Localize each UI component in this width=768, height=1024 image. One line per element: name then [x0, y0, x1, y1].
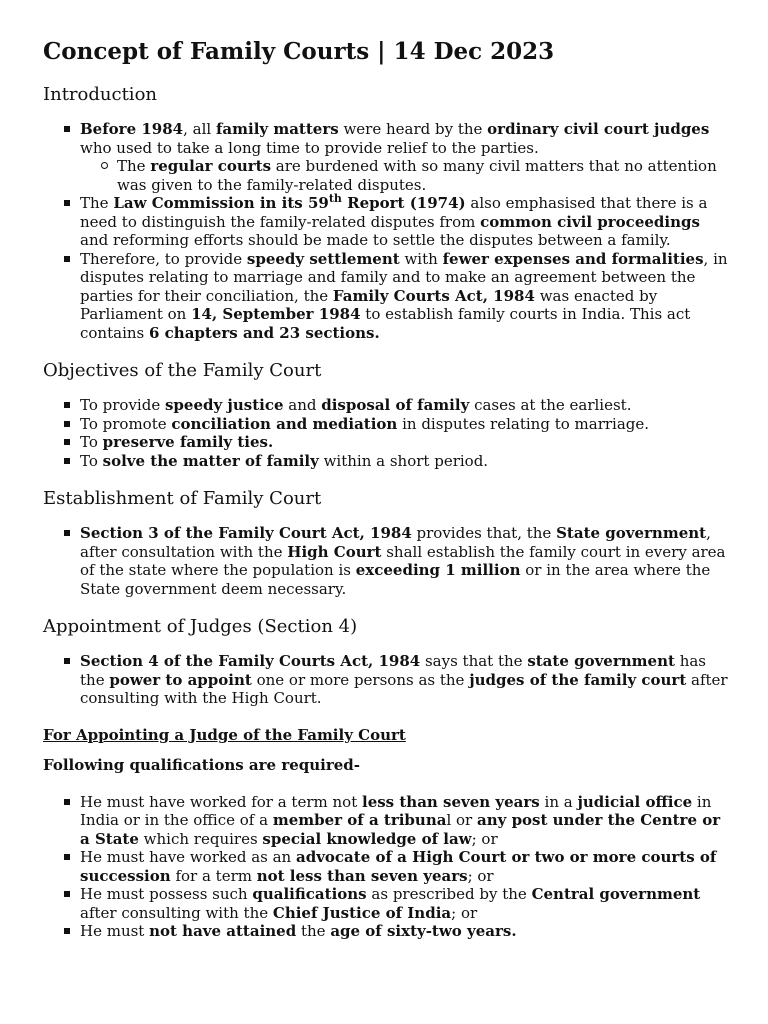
page-title: Concept of Family Courts | 14 Dec 2023 [43, 38, 555, 65]
bold-text: family matters [215, 120, 339, 138]
bold-text: Report (1974) [341, 194, 466, 212]
text-run: for a term [170, 866, 257, 885]
text-run: , after consultation with the [80, 524, 711, 561]
text-run: He must have worked as an [80, 848, 296, 866]
text-run: The [117, 157, 151, 175]
bold-text: High Court [287, 542, 382, 561]
text-run: shall establish the family court in every area of the state where the population is [80, 542, 726, 579]
sub-list-item [117, 157, 728, 194]
text-run: one or more persons as the [251, 670, 470, 689]
bold-text: member of a tribuna [272, 811, 447, 829]
list-item [80, 396, 728, 415]
bold-text: Section 4 of the Family Courts Act, 1984 [80, 652, 421, 670]
list-item [80, 120, 728, 194]
bullet-list [43, 396, 728, 470]
text-run: within a short period. [318, 451, 489, 470]
section-heading: Objectives of the Family Court [43, 360, 322, 381]
text-run: To [80, 433, 103, 451]
bold-text: special knowledge of law [262, 829, 472, 848]
bold-text: judges of the family court [469, 670, 687, 689]
superscript-text: th [328, 192, 342, 205]
bold-text: less than seven years [362, 792, 540, 811]
bold-text: state government [527, 652, 675, 670]
list-item [80, 652, 728, 708]
text-run: , all [183, 120, 216, 138]
text-run: after consulting with the [80, 903, 273, 922]
sub-list [80, 157, 728, 194]
bold-text: Central government [531, 885, 701, 903]
bold-text: State government [556, 524, 707, 542]
subsection-heading: For Appointing a Judge of the Family Court [43, 725, 406, 744]
text-run: To [80, 451, 103, 470]
text-run: are burdened with so many civil matters that no attention was given to the family-related disputes. [117, 157, 717, 194]
text-run: To promote [80, 414, 172, 433]
bold-text: disposal of family [321, 396, 470, 414]
bullet-list [43, 524, 728, 598]
text-run: were heard by the [338, 120, 488, 138]
list-item [80, 250, 728, 343]
section-heading: Introduction [43, 84, 157, 105]
bullet-list [43, 120, 728, 342]
bold-text: qualifications [252, 885, 367, 903]
list-item [80, 848, 728, 885]
bold-text: Law Commission in its 59 [113, 194, 329, 212]
bold-text: common civil proceedings [480, 212, 700, 231]
bold-text: conciliation and mediation [171, 414, 398, 433]
bold-text: fewer expenses and formalities [442, 249, 704, 268]
bold-text: solve the matter of family [102, 451, 319, 470]
text-run: The [80, 194, 114, 212]
text-run: ; or [451, 903, 478, 922]
text-run: or in the area where the State government deem necessary. [80, 561, 711, 598]
list-item [80, 452, 728, 471]
bold-text: any post under the Centre or a State [80, 811, 721, 848]
text-run: cases at the earliest. [469, 396, 632, 414]
text-run: ; or [471, 829, 498, 848]
list-item [80, 793, 728, 849]
bold-text: exceeding 1 million [355, 561, 521, 579]
bullet-list [43, 652, 728, 708]
bold-text: Chief Justice of India [272, 903, 452, 922]
bold-text: preserve family ties. [102, 433, 274, 451]
text-run: who used to take a long time to provide relief to the parties. [80, 138, 539, 157]
text-run: provides that, the [411, 524, 557, 542]
bold-text: Section 3 of the Family Court Act, 1984 [80, 524, 412, 542]
bold-text: age of sixty-two years. [330, 922, 517, 940]
qualifications-list [43, 793, 728, 941]
bold-text: Before 1984 [80, 120, 184, 138]
bold-text: power to appoint [109, 670, 252, 689]
section-heading: Establishment of Family Court [43, 488, 322, 509]
text-run: To provide [80, 396, 165, 414]
list-item [80, 922, 728, 941]
text-run: which requires [138, 829, 263, 848]
text-run: the [296, 922, 331, 940]
text-run: ; or [467, 866, 494, 885]
text-run: Therefore, to provide [80, 249, 247, 268]
text-run: as prescribed by the [366, 885, 532, 903]
bold-text: speedy justice [164, 396, 284, 414]
text-run: also emphasised that there is a need to distinguish the family-related disputes from [80, 194, 708, 231]
bold-text: not have attained [149, 922, 297, 940]
list-item [80, 194, 728, 250]
qualifications-lead: Following qualifications are required- [43, 756, 361, 774]
text-run: in India or in the office of a [80, 792, 712, 829]
document-content [43, 84, 728, 941]
text-run: to establish family courts in India. This act contains [80, 305, 691, 342]
bold-text: 6 chapters and 23 sections. [149, 323, 380, 342]
bold-text: judicial office [577, 792, 693, 811]
list-item [80, 524, 728, 598]
text-run: He must have worked for a term not [80, 792, 362, 811]
list-item [80, 415, 728, 434]
text-run: has the [80, 652, 706, 689]
bold-text: ordinary civil court judges [487, 120, 710, 138]
bold-text: not less than seven years [256, 866, 468, 885]
text-run: , in disputes relating to marriage and family and to make an agreement between the parties for their conciliation, the [80, 249, 728, 305]
section-heading: Appointment of Judges (Section 4) [43, 616, 358, 637]
list-item [80, 885, 728, 922]
text-run: with [399, 249, 443, 268]
text-run: He must possess such [80, 885, 253, 903]
text-run: and reforming efforts should be made to settle the disputes between a family. [80, 231, 671, 249]
text-run: in a [539, 792, 578, 811]
bold-text: 14, September 1984 [191, 305, 361, 323]
bold-text: speedy settlement [246, 249, 400, 268]
text-run: He must [80, 922, 150, 940]
bold-text: advocate of a High Court or two or more courts of succession [80, 848, 717, 885]
bold-text: Family Courts Act, 1984 [332, 286, 535, 305]
text-run: l or [446, 811, 477, 829]
text-run: and [283, 396, 322, 414]
text-run: was enacted by Parliament on [80, 286, 658, 323]
text-run: says that the [420, 652, 528, 670]
text-run: after consulting with the High Court. [80, 670, 728, 707]
list-item [80, 433, 728, 452]
text-run: in disputes relating to marriage. [397, 414, 650, 433]
bold-text: regular courts [150, 157, 272, 175]
